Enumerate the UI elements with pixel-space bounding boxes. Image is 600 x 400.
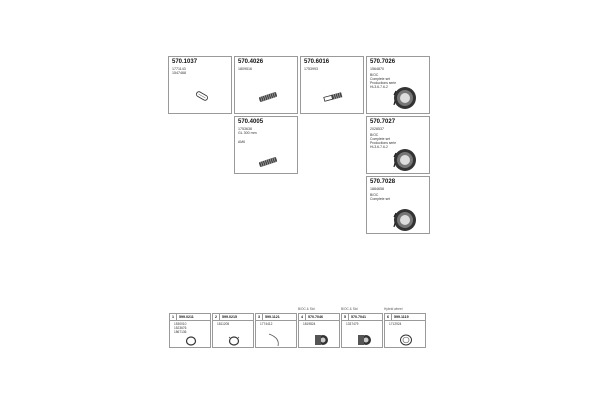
part-number: 570.7028 [370, 179, 396, 185]
card-570-4005[interactable] [234, 116, 298, 174]
card-570-6016[interactable] [300, 56, 364, 114]
card-note: B/OC Complete set [370, 193, 390, 201]
row-cell-4[interactable] [298, 313, 340, 348]
ref-numbers: 1884658 [370, 187, 384, 191]
ref-numbers: 1809516 [238, 67, 252, 71]
seal-icon [356, 334, 372, 346]
card-570-4026[interactable] [234, 56, 298, 114]
card-570-7026[interactable] [366, 56, 430, 114]
bearing-icon [391, 85, 419, 111]
arc-icon [266, 332, 284, 348]
row-index: 2 [213, 314, 220, 320]
card-note: B/OC Complete set Productions serie HL3.6-7.6-2 [370, 133, 397, 149]
clip-icon [193, 89, 211, 103]
row-index: 5 [342, 314, 349, 320]
bearing-icon [391, 207, 419, 233]
part-number: 599.0215 [222, 315, 237, 319]
ref-numbers: 2028537 [370, 127, 384, 131]
spring-icon [257, 91, 279, 103]
ref-numbers: 1753993 [304, 67, 318, 71]
row-cell-1[interactable] [169, 313, 211, 348]
ref-numbers: 1337479 [346, 322, 359, 326]
pin-icon [321, 91, 345, 103]
ref-numbers: 1753638 GL 300 mm [238, 127, 257, 136]
spring-icon [257, 156, 279, 168]
part-number: 570.4005 [238, 119, 264, 125]
ring-icon [228, 336, 240, 346]
ref-numbers: 1819824 [303, 322, 316, 326]
card-note: B/OC Complete set Productions serie HL3.6-7.6-2 [370, 73, 397, 89]
card-570-1037[interactable] [168, 56, 232, 114]
bearing-icon [391, 147, 419, 173]
row-index: 3 [256, 314, 263, 320]
ref-numbers: 1771143 1547468 [172, 67, 186, 76]
row-cell-3[interactable] [255, 313, 297, 348]
part-number: 570.6016 [304, 59, 330, 65]
card-570-7028[interactable] [366, 176, 430, 234]
card-570-7027[interactable] [366, 116, 430, 174]
row-index: 1 [170, 314, 177, 320]
ref-numbers: 1774412 [260, 322, 273, 326]
part-number: 599.0211 [179, 315, 194, 319]
row-cell-2[interactable] [212, 313, 254, 348]
part-number: 570.7027 [370, 119, 396, 125]
seal-icon [313, 334, 329, 346]
row-index: 6 [385, 314, 392, 320]
ref-numbers: 1712924 [389, 322, 402, 326]
row-note-4: B/OC & Std [298, 307, 315, 311]
row-index: 4 [299, 314, 306, 320]
row-note-6: Hybrid wheel [384, 307, 403, 311]
row-note-5: B/OC & Std [341, 307, 358, 311]
row-cell-5[interactable] [341, 313, 383, 348]
row-cell-6[interactable] [384, 313, 426, 348]
ref-numbers: 1564870 [370, 67, 384, 71]
part-number: 570.7041 [351, 315, 366, 319]
ring-icon [399, 334, 413, 346]
part-number: 570.7046 [308, 315, 323, 319]
part-number: 570.1037 [172, 59, 198, 65]
card-note: AM6 [238, 140, 245, 144]
part-number: 599.1121 [265, 315, 280, 319]
ref-numbers: 1811205 [217, 322, 230, 326]
part-number: 570.7026 [370, 59, 396, 65]
ref-numbers: 1530010 1523676 1867136 [174, 322, 187, 334]
part-number: 570.4026 [238, 59, 264, 65]
part-number: 599.1119 [394, 315, 409, 319]
ring-icon [185, 336, 197, 346]
